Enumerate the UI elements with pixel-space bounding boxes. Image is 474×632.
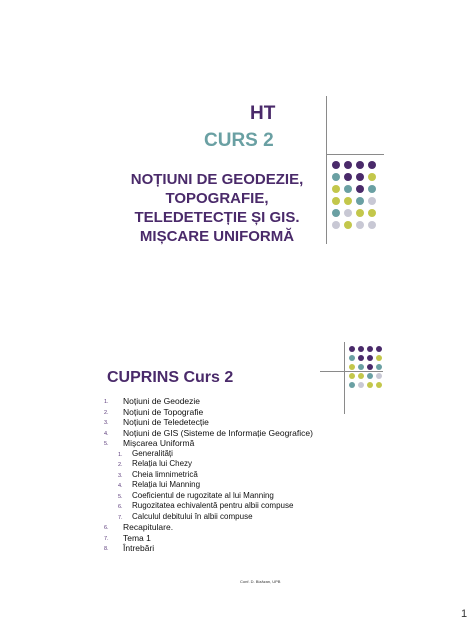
decorative-dot-grid xyxy=(349,346,382,388)
toc-subitem xyxy=(104,491,313,502)
decorative-dot xyxy=(349,364,355,370)
decorative-dot xyxy=(344,185,352,193)
decorative-dot xyxy=(367,373,373,379)
decorative-dot xyxy=(332,161,340,169)
toc-item-number: 5. xyxy=(104,441,109,447)
toc-item xyxy=(104,417,313,428)
decorative-dot xyxy=(367,346,373,352)
decorative-dot xyxy=(358,382,364,388)
decorative-dot xyxy=(356,209,364,217)
decorative-dot xyxy=(368,221,376,229)
decorative-dot xyxy=(358,373,364,379)
toc-subitem xyxy=(104,512,313,523)
lecture-title-line: TOPOGRAFIE, xyxy=(165,190,269,207)
decorative-dot xyxy=(376,382,382,388)
toc-subitem-number: 6. xyxy=(118,504,123,510)
decorative-dot xyxy=(332,185,340,193)
toc-item-text: Mișcarea Uniformă xyxy=(123,438,195,448)
toc-item-text: Noțiuni de Geodezie xyxy=(123,396,201,406)
slide-footer: Conf. D. Bizăzan, UPB xyxy=(240,579,281,584)
toc-item-number: 8. xyxy=(104,546,109,552)
decorative-dot xyxy=(332,221,340,229)
toc-subitem-text: Relația lui Chezy xyxy=(132,459,193,468)
toc-item-text: Recapitulare. xyxy=(123,522,174,532)
toc-subitem-number: 4. xyxy=(118,483,123,489)
toc-item xyxy=(104,522,313,533)
decorative-dot xyxy=(376,346,382,352)
toc-subitem-number: 3. xyxy=(118,472,123,479)
decorative-dot xyxy=(367,382,373,388)
lecture-title-line: MIȘCARE UNIFORMĂ xyxy=(139,228,295,245)
toc-subitem-number: 1. xyxy=(118,451,123,458)
decorative-dot xyxy=(356,185,364,193)
toc-item-number: 6. xyxy=(104,525,109,531)
decorative-dot xyxy=(376,355,382,361)
toc-item-text: Întrebări xyxy=(123,543,155,553)
decorative-dot xyxy=(368,197,376,205)
toc-item-number: 2. xyxy=(104,409,109,416)
decorative-dot xyxy=(344,173,352,181)
toc-subitem-text: Generalități xyxy=(132,448,173,458)
toc-item xyxy=(104,407,313,418)
slide-contents xyxy=(0,316,474,632)
toc-item-text: Tema 1 xyxy=(123,532,151,543)
toc-subitem-number: 2. xyxy=(118,462,123,468)
decorative-dot xyxy=(367,364,373,370)
toc-item-text: Noțiuni de Topografie xyxy=(123,406,204,417)
toc-item-text: Noțiuni de GIS (Sisteme de Informație Geografice) xyxy=(123,427,313,438)
toc-item xyxy=(104,396,313,407)
decorative-dot xyxy=(349,382,355,388)
toc-item-number: 1. xyxy=(104,399,109,405)
decorative-dot xyxy=(349,373,355,379)
toc-subitem-text: Calculul debitului în albii compuse xyxy=(132,511,253,521)
toc-subitem-number: 7. xyxy=(118,514,123,521)
decorative-dot-grid xyxy=(332,161,376,229)
toc-subitem xyxy=(104,449,313,460)
decorative-dot xyxy=(349,346,355,352)
toc-item xyxy=(104,428,313,439)
decorative-dot xyxy=(356,161,364,169)
decorative-dot xyxy=(368,209,376,217)
toc-item-number: 4. xyxy=(104,430,109,437)
decorative-dot xyxy=(358,364,364,370)
toc-subitem-number: 5. xyxy=(118,493,123,500)
decorative-dot xyxy=(376,373,382,379)
vertical-rule xyxy=(344,342,345,414)
toc-subitem xyxy=(104,501,313,512)
toc-item xyxy=(104,533,313,544)
decorative-dot xyxy=(332,209,340,217)
toc-subitem xyxy=(104,459,313,470)
toc-item-number: 3. xyxy=(104,420,109,426)
page-number: 1 xyxy=(461,608,468,620)
decorative-dot xyxy=(368,173,376,181)
decorative-dot xyxy=(344,161,352,169)
table-of-contents xyxy=(104,396,313,554)
toc-item-number: 7. xyxy=(104,535,109,542)
decorative-dot xyxy=(356,173,364,181)
decorative-dot xyxy=(349,355,355,361)
decorative-dot xyxy=(376,364,382,370)
toc-subitem-text: Rugozitatea echivalentă pentru albii compuse xyxy=(132,501,294,510)
course-code: HT xyxy=(250,103,276,124)
contents-heading: CUPRINS Curs 2 xyxy=(107,369,234,386)
decorative-dot xyxy=(344,209,352,217)
toc-item-text: Noțiuni de Teledetecție xyxy=(123,417,209,427)
toc-subitem-text: Cheia limnimetrică xyxy=(132,469,198,479)
decorative-dot xyxy=(332,173,340,181)
toc-subitem-text: Relația lui Manning xyxy=(132,480,201,489)
lecture-title-line: TELEDETECȚIE ȘI GIS. xyxy=(134,209,300,226)
decorative-dot xyxy=(344,221,352,229)
course-number: CURS 2 xyxy=(204,130,274,151)
toc-subitem-text: Coeficientul de rugozitate al lui Manning xyxy=(132,490,274,500)
decorative-dot xyxy=(358,346,364,352)
decorative-dot xyxy=(368,185,376,193)
decorative-dot xyxy=(356,197,364,205)
decorative-dot xyxy=(344,197,352,205)
toc-item xyxy=(104,438,313,522)
decorative-dot xyxy=(356,221,364,229)
decorative-dot xyxy=(332,197,340,205)
toc-subitem xyxy=(104,470,313,481)
toc-subitem xyxy=(104,480,313,491)
toc-sublist xyxy=(104,449,313,523)
decorative-dot xyxy=(368,161,376,169)
vertical-rule xyxy=(326,96,327,244)
toc-item xyxy=(104,543,313,554)
decorative-dot xyxy=(367,355,373,361)
lecture-title xyxy=(110,170,324,246)
lecture-title-line: NOȚIUNI DE GEODEZIE, xyxy=(130,171,304,188)
decorative-dot xyxy=(358,355,364,361)
horizontal-rule xyxy=(326,154,384,155)
